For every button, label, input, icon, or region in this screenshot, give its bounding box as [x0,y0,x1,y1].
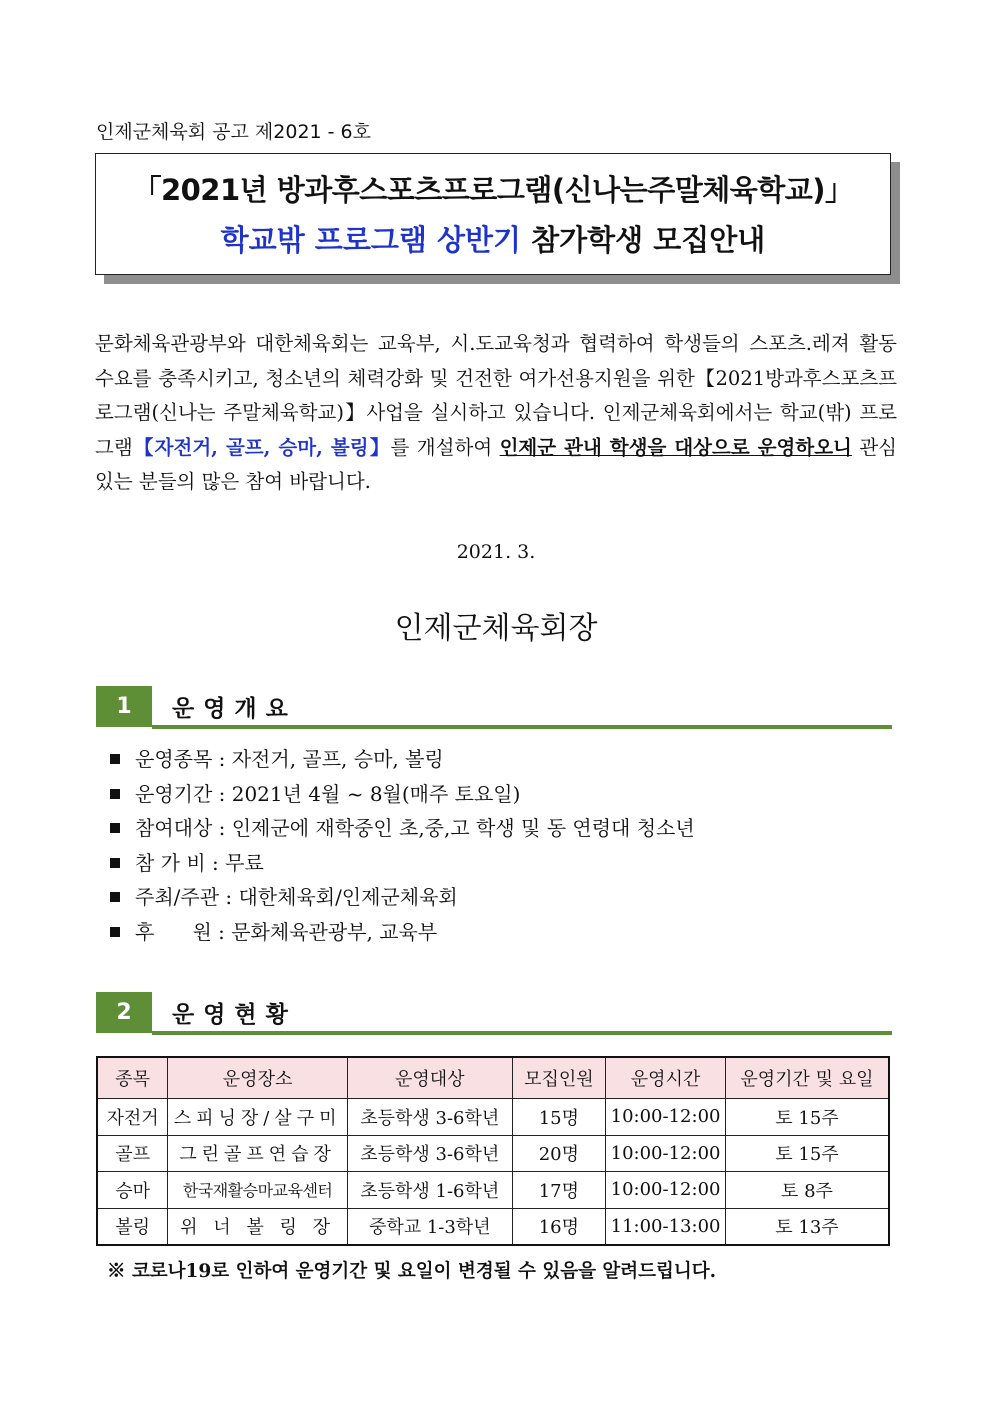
table-row [97,1208,889,1245]
square-bullet-icon [110,892,120,902]
table-cell: 토 15주 [725,1135,889,1172]
square-bullet-icon [110,823,120,833]
section-2-rule [152,1031,892,1035]
table-cell: 한국재활승마교육센터 [168,1172,348,1209]
list-item-text: 운영종목 : 자전거, 골프, 승마, 볼링 [135,747,444,771]
table-cell: 위 너 볼 링 장 [168,1208,348,1245]
section-1-title: 운영개요 [172,696,297,722]
table-cell: 스피닝장/살구미 [168,1099,348,1136]
section-1-number: 1 [96,686,152,727]
intro-underlined: 인제군 관내 학생을 대상으로 운영하오니 [499,435,852,459]
list-item [110,880,695,915]
square-bullet-icon [110,927,120,937]
table-cell: 17명 [512,1172,606,1209]
intro-text-2: 를 개설하여 [390,435,500,459]
table-cell: 초등학생 1-6학년 [347,1172,512,1209]
list-item [110,915,695,950]
list-item-text: 주최/주관 : 대한체육회/인제군체육회 [135,885,458,910]
section-2-title: 운영현황 [172,1002,297,1028]
section-1-rule [152,725,892,729]
list-item-text: 후 원 : 문화체육관광부, 교육부 [135,919,438,944]
header-time: 운영시간 [606,1057,726,1099]
header-venue: 운영장소 [168,1057,348,1099]
header-capacity: 모집인원 [512,1057,606,1099]
title-line-2 [96,218,890,259]
section-2-number: 2 [96,992,152,1033]
square-bullet-icon [110,754,120,764]
table-header-row [97,1057,889,1099]
overview-list [110,742,695,950]
table-cell: 초등학생 3-6학년 [347,1135,512,1172]
table-cell: 중학교 1-3학년 [347,1208,512,1245]
title-box [95,153,891,275]
list-item-text: 운영기간 : 2021년 4월 ~ 8월(매주 토요일) [135,781,521,806]
notice-date: 2021. 3. [456,541,536,563]
table-cell: 승마 [97,1172,168,1209]
header-period: 운영기간 및 요일 [725,1057,889,1099]
intro-text-3: 관심 있는 분들의 많은 참여 바랍니다. [95,435,897,493]
title-line-1: 「2021년 방과후스포츠프로그램(신나는주말체육학교)」 [132,173,854,207]
program-table [96,1056,890,1246]
section-2-heading [96,992,892,1036]
table-cell: 볼링 [97,1208,168,1245]
section-1-heading [96,686,892,730]
list-item [110,811,695,846]
table-cell: 토 8주 [725,1172,889,1209]
table-cell: 토 13주 [725,1208,889,1245]
table-cell: 자전거 [97,1099,168,1136]
table-cell: 11:00-13:00 [606,1208,726,1245]
intro-text-1: 문화체육관광부와 대한체육회는 교육부, 시.도교육청과 협력하여 학생들의 스포츠.레져 활동 수요를 충족시키고, 청소년의 체력강화 및 건전한 여가선용지원을 위한【2021방과후스포츠프로그램(신나는 주말체육학교)】사업을 실시하고 있습니다. 인제군체육회에서는 학교(밖) 프로그램 [95,332,897,459]
header-target: 운영대상 [347,1057,512,1099]
table-cell: 10:00-12:00 [606,1135,726,1172]
list-item [110,777,695,812]
title-rest: 참가학생 모집안내 [521,223,766,257]
square-bullet-icon [110,858,120,868]
intro-paragraph [95,327,897,500]
table-cell: 초등학생 3-6학년 [347,1099,512,1136]
table-cell: 10:00-12:00 [606,1172,726,1209]
table-cell: 20명 [512,1135,606,1172]
table-cell: 15명 [512,1099,606,1136]
table-cell: 10:00-12:00 [606,1099,726,1136]
title-highlight: 학교밖 프로그램 상반기 [220,223,522,257]
table-cell: 골프 [97,1135,168,1172]
intro-sports-highlight: 【자전거, 골프, 승마, 볼링】 [132,435,391,459]
list-item-text: 참 가 비 : 무료 [135,850,264,875]
list-item [110,742,695,777]
table-cell: 그린골프연습장 [168,1135,348,1172]
signatory: 인제군체육회장 [394,611,598,646]
notice-number: 인제군체육회 공고 제2021 - 6호 [96,121,371,143]
square-bullet-icon [110,789,120,799]
footnote: ※ 코로나19로 인하여 운영기간 및 요일이 변경될 수 있음을 알려드립니다. [107,1261,717,1282]
table-cell: 16명 [512,1208,606,1245]
table-cell: 토 15주 [725,1099,889,1136]
list-item [110,846,695,881]
header-sport: 종목 [97,1057,168,1099]
table-row [97,1172,889,1209]
table-row [97,1135,889,1172]
list-item-text: 참여대상 : 인제군에 재학중인 초,중,고 학생 및 동 연령대 청소년 [135,816,695,841]
table-row [97,1099,889,1136]
